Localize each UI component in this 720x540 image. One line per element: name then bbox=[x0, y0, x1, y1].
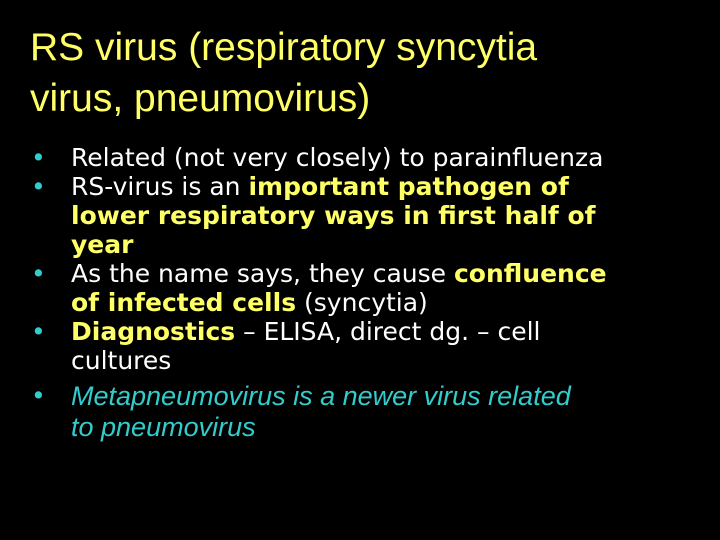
highlighted-text: of infected cells bbox=[71, 288, 297, 317]
bullet-marker: • bbox=[31, 172, 46, 201]
highlighted-text: year bbox=[71, 230, 134, 259]
bullet-marker: • bbox=[31, 259, 46, 288]
bullet-item-related bbox=[30, 143, 700, 172]
bullet-item-metapneumovirus bbox=[30, 381, 700, 443]
bullet-line bbox=[71, 288, 700, 317]
italic-text: Metapneumovirus is a newer virus related bbox=[71, 381, 571, 411]
bullet-item-name-syncytia bbox=[30, 259, 700, 317]
title-line-1: RS virus (respiratory syncytia bbox=[30, 26, 538, 69]
slide-title bbox=[30, 22, 700, 124]
bullet-text: (syncytia) bbox=[296, 288, 428, 317]
bullet-item-diagnostics bbox=[30, 317, 700, 375]
bullet-item-rs-virus bbox=[30, 172, 700, 259]
highlighted-text: Diagnostics bbox=[71, 317, 236, 346]
bullet-marker: • bbox=[31, 381, 46, 410]
bullet-line bbox=[71, 172, 700, 201]
highlighted-text: lower respiratory ways in first half of bbox=[71, 201, 596, 230]
bullet-text: As the name says, they cause bbox=[71, 259, 454, 288]
bullet-list bbox=[30, 143, 700, 443]
bullet-line bbox=[71, 317, 700, 346]
bullet-text: – ELISA, direct dg. – cell bbox=[235, 317, 541, 346]
bullet-line bbox=[71, 259, 700, 288]
title-line-2: virus, pneumovirus) bbox=[30, 77, 371, 120]
highlighted-text: confluence bbox=[453, 259, 607, 288]
bullet-marker: • bbox=[31, 143, 46, 172]
highlighted-text: important pathogen of bbox=[248, 172, 569, 201]
bullet-marker: • bbox=[31, 317, 46, 346]
bullet-text: RS-virus is an bbox=[71, 172, 249, 201]
italic-text: to pneumovirus bbox=[71, 412, 256, 442]
bullet-text: cultures bbox=[71, 346, 172, 375]
bullet-text: Related (not very closely) to parainfluenza bbox=[71, 143, 604, 172]
